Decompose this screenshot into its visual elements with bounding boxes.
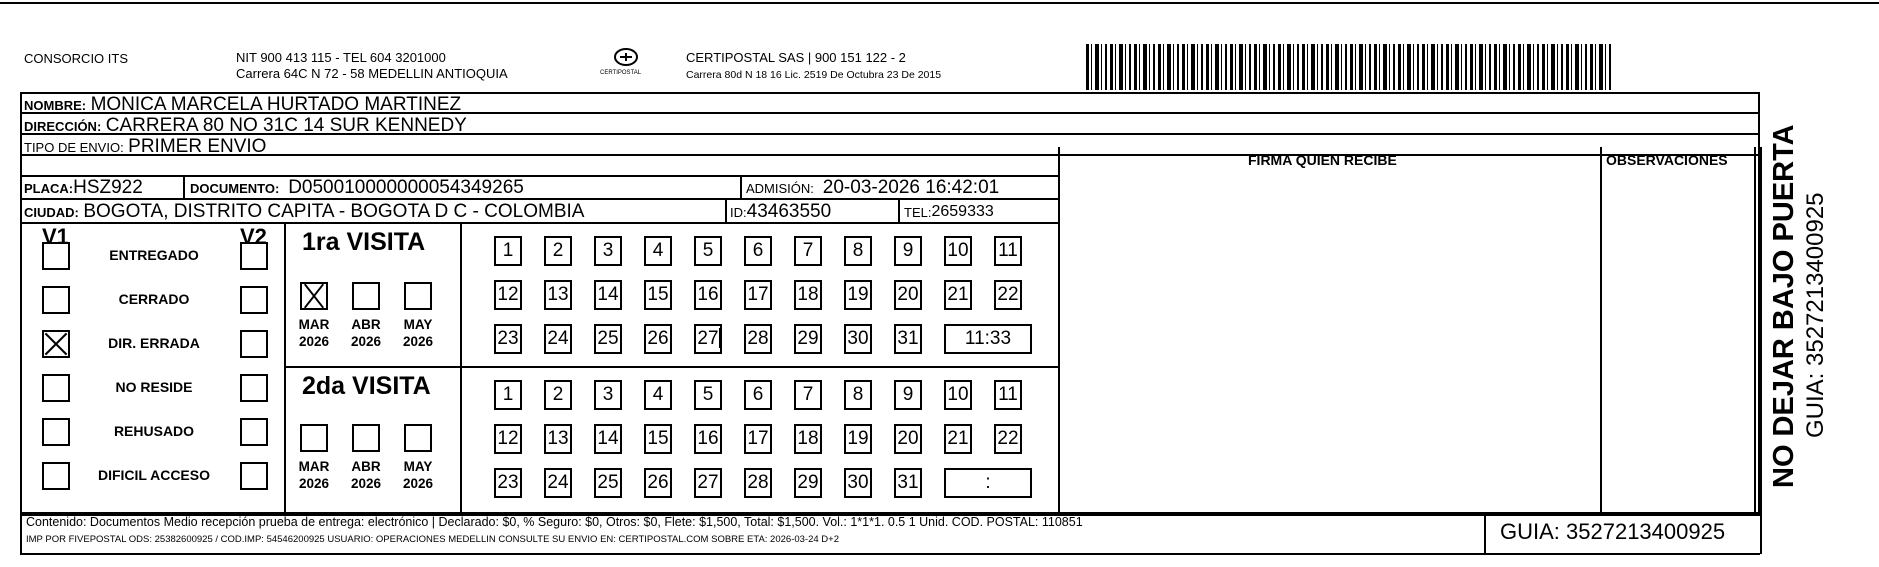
visit2-days-day-19[interactable]: 19 (844, 424, 872, 454)
firma-header: FIRMA QUIEN RECIBE (1248, 152, 1397, 168)
tel-value: 2659333 (931, 203, 994, 220)
visit1-days-day-27[interactable]: 27 (694, 324, 722, 354)
direccion-label: DIRECCIÓN: (24, 118, 102, 134)
visit2-days-day-7[interactable]: 7 (794, 380, 822, 410)
visit2-days-day-11[interactable]: 11 (994, 380, 1022, 410)
visit1-days-day-8[interactable]: 8 (844, 236, 872, 266)
visit1-days-day-2[interactable]: 2 (544, 236, 572, 266)
visit2-days-day-5[interactable]: 5 (694, 380, 722, 410)
visit2-days-day-9[interactable]: 9 (894, 380, 922, 410)
visit1-days-day-10[interactable]: 10 (944, 236, 972, 266)
observaciones-header: OBSERVACIONES (1606, 152, 1728, 168)
tipo-value: PRIMER ENVIO (128, 136, 267, 157)
visit1-months-label-1: ABR 2026 (350, 317, 382, 349)
visit2-days-day-17[interactable]: 17 (744, 424, 772, 454)
v2-checkbox-1[interactable] (240, 286, 268, 314)
visit1-days-day-16[interactable]: 16 (694, 280, 722, 310)
visit2-days-day-14[interactable]: 14 (594, 424, 622, 454)
visit2-days-day-31[interactable]: 31 (894, 468, 922, 498)
visit1-days-day-29[interactable]: 29 (794, 324, 822, 354)
visit2-months-label-1: ABR 2026 (350, 459, 382, 491)
visit1-days-day-9[interactable]: 9 (894, 236, 922, 266)
placa-value: HSZ922 (73, 177, 143, 198)
v1-header: V1 (42, 224, 69, 249)
documento-field (190, 177, 524, 199)
visit1-days-day-14[interactable]: 14 (594, 280, 622, 310)
visit2-title: 2da VISITA (302, 372, 431, 400)
company-name: CONSORCIO ITS (24, 51, 129, 66)
visit2-months-label-2: MAY 2026 (402, 459, 434, 491)
visit1-days-time[interactable]: 11:33 (944, 324, 1032, 354)
no-dejar-warning: NO DEJAR BAJO PUERTA (1768, 124, 1800, 488)
logo-text: CERTIPOSTAL (600, 70, 642, 76)
visit2-days-day-23[interactable]: 23 (494, 468, 522, 498)
id-value: 43463550 (746, 201, 832, 222)
visit1-days-day-4[interactable]: 4 (644, 236, 672, 266)
visit2-days-day-6[interactable]: 6 (744, 380, 772, 410)
visit2-months-box-0[interactable] (300, 424, 328, 452)
visit2-days-day-3[interactable]: 3 (594, 380, 622, 410)
visit2-days-day-25[interactable]: 25 (594, 468, 622, 498)
row-tipo (24, 136, 266, 158)
visit1-days-day-24[interactable]: 24 (544, 324, 572, 354)
status-label-5: DIFICIL ACCESO (97, 467, 210, 483)
visit2-days-day-10[interactable]: 10 (944, 380, 972, 410)
visit2-months-box-1[interactable] (352, 424, 380, 452)
visit1-days-day-7[interactable]: 7 (794, 236, 822, 266)
visit1-days-day-25[interactable]: 25 (594, 324, 622, 354)
row-direccion (24, 115, 467, 137)
visit1-days-day-21[interactable]: 21 (944, 280, 972, 310)
visit2-days-day-8[interactable]: 8 (844, 380, 872, 410)
v2-checkbox-2[interactable] (240, 330, 268, 358)
tel-label: TEL: (904, 204, 932, 220)
visit1-days-day-31[interactable]: 31 (894, 324, 922, 354)
v2-checkbox-0[interactable] (240, 242, 268, 270)
visit2-days-day-22[interactable]: 22 (994, 424, 1022, 454)
footer-guia: GUIA: 3527213400925 (1500, 519, 1726, 544)
nombre-value: MONICA MARCELA HURTADO MARTINEZ (90, 94, 462, 115)
v2-checkbox-4[interactable] (240, 418, 268, 446)
nit-line: NIT 900 413 115 - TEL 604 3201000 (236, 50, 446, 65)
sender-address: Carrera 64C N 72 - 58 MEDELLIN ANTIOQUIA (236, 66, 508, 81)
ciudad-value: BOGOTA, DISTRITO CAPITA - BOGOTA D C - COLOMBIA (83, 201, 585, 222)
visit1-days-day-3[interactable]: 3 (594, 236, 622, 266)
v1-checkbox-3[interactable] (42, 374, 70, 402)
visit1-days-day-30[interactable]: 30 (844, 324, 872, 354)
visit2-days-day-27[interactable]: 27 (694, 468, 722, 498)
status-label-1: CERRADO (118, 291, 190, 307)
placa-label: PLACA: (24, 180, 74, 196)
status-label-2: DIR. ERRADA (108, 335, 200, 351)
visit1-days-day-23[interactable]: 23 (494, 324, 522, 354)
visit1-days-day-20[interactable]: 20 (894, 280, 922, 310)
documento-label: DOCUMENTO: (190, 180, 280, 196)
visit1-months-label-2: MAY 2026 (402, 317, 434, 349)
row-nombre (24, 94, 461, 116)
visit2-days-day-29[interactable]: 29 (794, 468, 822, 498)
visit1-days-day-17[interactable]: 17 (744, 280, 772, 310)
barcode (1086, 44, 1614, 90)
documento-value: D050010000000054349265 (288, 177, 524, 198)
v2-header: V2 (240, 224, 267, 249)
visit2-days-day-18[interactable]: 18 (794, 424, 822, 454)
visit1-days-day-19[interactable]: 19 (844, 280, 872, 310)
id-label: ID: (730, 204, 747, 220)
footer-contenido: Contenido: Documentos Medio recepción prueba de entrega: electrónico | Declarado: $0, % Seguro: $0, Otros: $0, Flete: $1,500, Total: $1,500. Vol.: 1*1*1. 0.5 1 Unid. COD. POSTAL: 110851 (26, 515, 1083, 529)
visit2-days-day-4[interactable]: 4 (644, 380, 672, 410)
carrier-line: CERTIPOSTAL SAS | 900 151 122 - 2 (686, 50, 906, 65)
visit1-months-label-0: MAR 2026 (298, 317, 330, 349)
visit1-months-box-0[interactable] (300, 282, 328, 310)
visit2-days-day-15[interactable]: 15 (644, 424, 672, 454)
visit1-days-day-1[interactable]: 1 (494, 236, 522, 266)
ciudad-label: CIUDAD: (24, 204, 79, 220)
visit2-days-day-12[interactable]: 12 (494, 424, 522, 454)
visit1-days-day-13[interactable]: 13 (544, 280, 572, 310)
v1-checkbox-2[interactable] (42, 330, 70, 358)
row-ciudad (24, 201, 584, 223)
side-guia: GUIA: 3527213400925 (1802, 192, 1829, 438)
v1-checkbox-0[interactable] (42, 242, 70, 270)
tel-field (904, 203, 994, 221)
visit1-days-day-11[interactable]: 11 (994, 236, 1022, 266)
visit2-days-day-30[interactable]: 30 (844, 468, 872, 498)
visit2-months-label-0: MAR 2026 (298, 459, 330, 491)
status-label-3: NO RESIDE (115, 379, 193, 395)
visit2-days-day-16[interactable]: 16 (694, 424, 722, 454)
visit2-days-day-24[interactable]: 24 (544, 468, 572, 498)
visit2-days-day-26[interactable]: 26 (644, 468, 672, 498)
admision-label: ADMISIÓN: (746, 180, 814, 196)
visit2-days-day-20[interactable]: 20 (894, 424, 922, 454)
id-field (730, 201, 831, 223)
visit2-days-time[interactable]: : (944, 468, 1032, 498)
visit1-days-day-26[interactable]: 26 (644, 324, 672, 354)
status-label-0: ENTREGADO (109, 247, 199, 263)
visit1-days-day-5[interactable]: 5 (694, 236, 722, 266)
visit2-days-day-21[interactable]: 21 (944, 424, 972, 454)
visit2-days-day-13[interactable]: 13 (544, 424, 572, 454)
v2-checkbox-3[interactable] (240, 374, 268, 402)
visit2-days-day-1[interactable]: 1 (494, 380, 522, 410)
v1-checkbox-5[interactable] (42, 462, 70, 490)
footer-imp: IMP POR FIVEPOSTAL ODS: 25382600925 / COD.IMP: 54546200925 USUARIO: OPERACIONES MEDELLIN CONSULTE SU ENVIO EN: CERTIPOSTAL.COM SOBRE ETA: 2026-03-24 D+2 (26, 534, 839, 545)
v1-checkbox-4[interactable] (42, 418, 70, 446)
visit1-months-box-1[interactable] (352, 282, 380, 310)
visit1-days-day-28[interactable]: 28 (744, 324, 772, 354)
v1-checkbox-1[interactable] (42, 286, 70, 314)
visit1-days-day-6[interactable]: 6 (744, 236, 772, 266)
carrier-address: Carrera 80d N 18 16 Lic. 2519 De Octubra 23 De 2015 (686, 69, 942, 81)
visit2-days-day-28[interactable]: 28 (744, 468, 772, 498)
nombre-label: NOMBRE: (24, 97, 87, 113)
admision-field (746, 177, 999, 199)
certipostal-logo-icon (612, 48, 640, 68)
visit1-days-day-22[interactable]: 22 (994, 280, 1022, 310)
visit1-days-day-15[interactable]: 15 (644, 280, 672, 310)
visit1-months-box-2[interactable] (404, 282, 432, 310)
v2-checkbox-5[interactable] (240, 462, 268, 490)
visit1-title: 1ra VISITA (302, 228, 426, 256)
visit1-days-day-18[interactable]: 18 (794, 280, 822, 310)
direccion-value: CARRERA 80 NO 31C 14 SUR KENNEDY (105, 115, 467, 136)
visit2-months-box-2[interactable] (404, 424, 432, 452)
admision-value: 20-03-2026 16:42:01 (822, 177, 1000, 198)
visit2-days-day-2[interactable]: 2 (544, 380, 572, 410)
status-label-4: REHUSADO (113, 423, 195, 439)
visit1-days-day-12[interactable]: 12 (494, 280, 522, 310)
tipo-label: TIPO DE ENVIO: (24, 139, 124, 155)
row-placa (24, 177, 143, 199)
